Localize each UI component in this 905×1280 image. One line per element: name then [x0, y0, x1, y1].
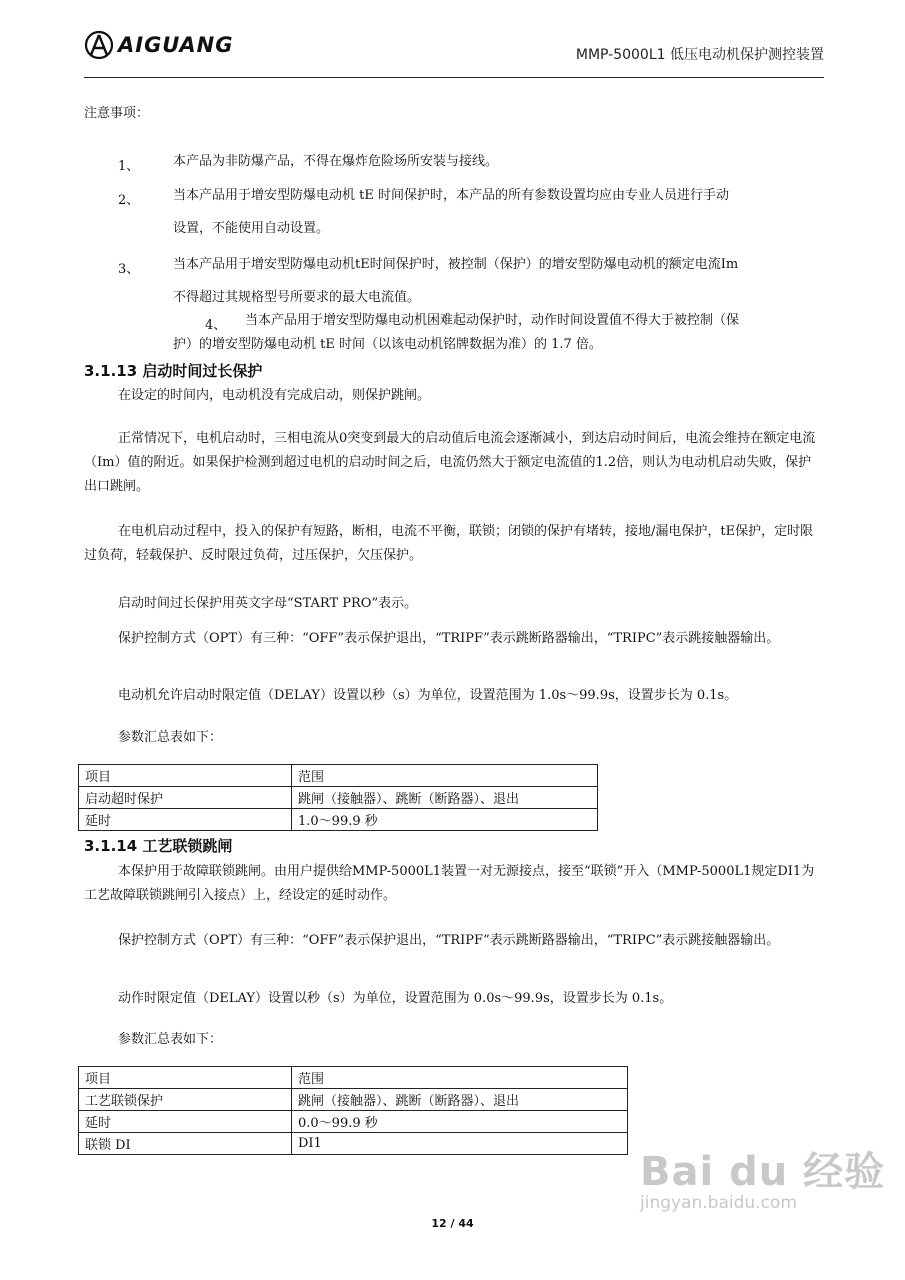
baidu-watermark — [640, 1140, 885, 1213]
watermark-logo-text: Bai du 经验 — [640, 1149, 886, 1195]
paragraph: 电动机允许启动时限定值（DELAY）设置以秒（s）为单位，设置范围为 1.0s～99.9s，设置步长为 0.1s。 — [118, 688, 738, 703]
paragraph: 本保护用于故障联锁跳闸。由用户提供给MMP-5000L1装置一对无源接点，接至“联锁”开入（MMP-5000L1规定DI1为工艺故障联锁跳闸引入接点）上，经设定的延时动作。 — [84, 864, 815, 903]
section-heading: 3.1.14 工艺联锁跳闸 — [84, 837, 233, 855]
table-cell: 跳闸（接触器）、跳断（断路器）、退出 — [292, 787, 598, 809]
table-cell: 跳闸（接触器）、跳断（断路器）、退出 — [292, 1089, 628, 1111]
table-row — [79, 809, 598, 831]
table-header-cell: 项目 — [79, 765, 292, 787]
paragraph: 参数汇总表如下： — [118, 1032, 223, 1047]
logo-emblem-icon — [84, 30, 114, 60]
parameter-table — [78, 764, 598, 831]
table-row — [79, 787, 598, 809]
table-cell: 0.0～99.9 秒 — [292, 1111, 628, 1133]
notes-title: 注意事项： — [84, 106, 150, 121]
note-number: 1、 — [118, 159, 140, 174]
logo-text: AIGUANG — [118, 33, 234, 57]
table-cell: DI1 — [292, 1133, 628, 1155]
table-cell: 延时 — [79, 1111, 292, 1133]
paragraph: 在电机启动过程中，投入的保护有短路，断相，电流不平衡，联锁；闭锁的保护有堵转，接地/漏电保护，tE保护，定时限过负荷，轻载保护、反时限过负荷，过压保护，欠压保护。 — [84, 524, 814, 563]
company-logo — [84, 30, 233, 60]
table-header-row — [79, 1067, 628, 1089]
table-row — [79, 1089, 628, 1111]
table-header-row — [79, 765, 598, 787]
section-heading: 3.1.13 启动时间过长保护 — [84, 362, 263, 380]
paragraph: 正常情况下，电机启动时，三相电流从0突变到最大的启动值后电流会逐渐减小，到达启动时间后，电流会维持在额定电流（Im）值的附近。如果保护检测到超过电机的启动时间之后，电流仍然大于额定电流值的1.2倍，则认为电动机启动失败，保护出口跳闸。 — [84, 431, 816, 494]
note-line: 本产品为非防爆产品，不得在爆炸危险场所安装与接线。 — [173, 154, 499, 169]
table-cell: 1.0～99.9 秒 — [292, 809, 598, 831]
table-header-cell: 范围 — [292, 765, 598, 787]
paragraph: 保护控制方式（OPT）有三种：“OFF”表示保护退出，“TRIPF”表示跳断路器输出，“TRIPC”表示跳接触器输出。 — [118, 933, 780, 948]
note-line: 当本产品用于增安型防爆电动机tE时间保护时，被控制（保护）的增安型防爆电动机的额定电流Im — [173, 257, 739, 272]
parameter-table — [78, 1066, 628, 1155]
table-header-cell: 项目 — [79, 1067, 292, 1089]
paragraph: 参数汇总表如下： — [118, 730, 223, 745]
table-cell: 联锁 DI — [79, 1133, 292, 1155]
paragraph: 保护控制方式（OPT）有三种：“OFF”表示保护退出，“TRIPF”表示跳断路器输出，“TRIPC”表示跳接触器输出。 — [118, 631, 780, 646]
table-cell: 工艺联锁保护 — [79, 1089, 292, 1111]
note-number: 4、 — [205, 318, 227, 333]
note-line: 当本产品用于增安型防爆电动机 tE 时间保护时，本产品的所有参数设置均应由专业人员进行手动 — [173, 188, 729, 203]
note-number: 3、 — [118, 262, 140, 277]
watermark-url: jingyan.baidu.com — [640, 1193, 797, 1213]
paragraph: 启动时间过长保护用英文字母“START PRO”表示。 — [118, 596, 418, 611]
note-line: 设置，不能使用自动设置。 — [173, 221, 330, 236]
table-row — [79, 1133, 628, 1155]
page-header — [84, 28, 824, 78]
note-line: 护）的增安型防爆电动机 tE 时间（以该电动机铭牌数据为准）的 1.7 倍。 — [173, 337, 602, 352]
table-row — [79, 1111, 628, 1133]
note-number: 2、 — [118, 193, 140, 208]
note-line: 不得超过其规格型号所要求的最大电流值。 — [173, 290, 421, 305]
table-cell: 延时 — [79, 809, 292, 831]
table-cell: 启动超时保护 — [79, 787, 292, 809]
page-number: 12 / 44 — [431, 1217, 474, 1230]
document-title: MMP-5000L1 低压电动机保护测控装置 — [575, 47, 824, 63]
paragraph: 动作时限定值（DELAY）设置以秒（s）为单位，设置范围为 0.0s～99.9s，设置步长为 0.1s。 — [118, 991, 673, 1006]
note-line: 当本产品用于增安型防爆电动机困难起动保护时，动作时间设置值不得大于被控制（保 — [245, 313, 740, 328]
table-header-cell: 范围 — [292, 1067, 628, 1089]
paragraph: 在设定的时间内，电动机没有完成启动，则保护跳闸。 — [118, 388, 431, 403]
